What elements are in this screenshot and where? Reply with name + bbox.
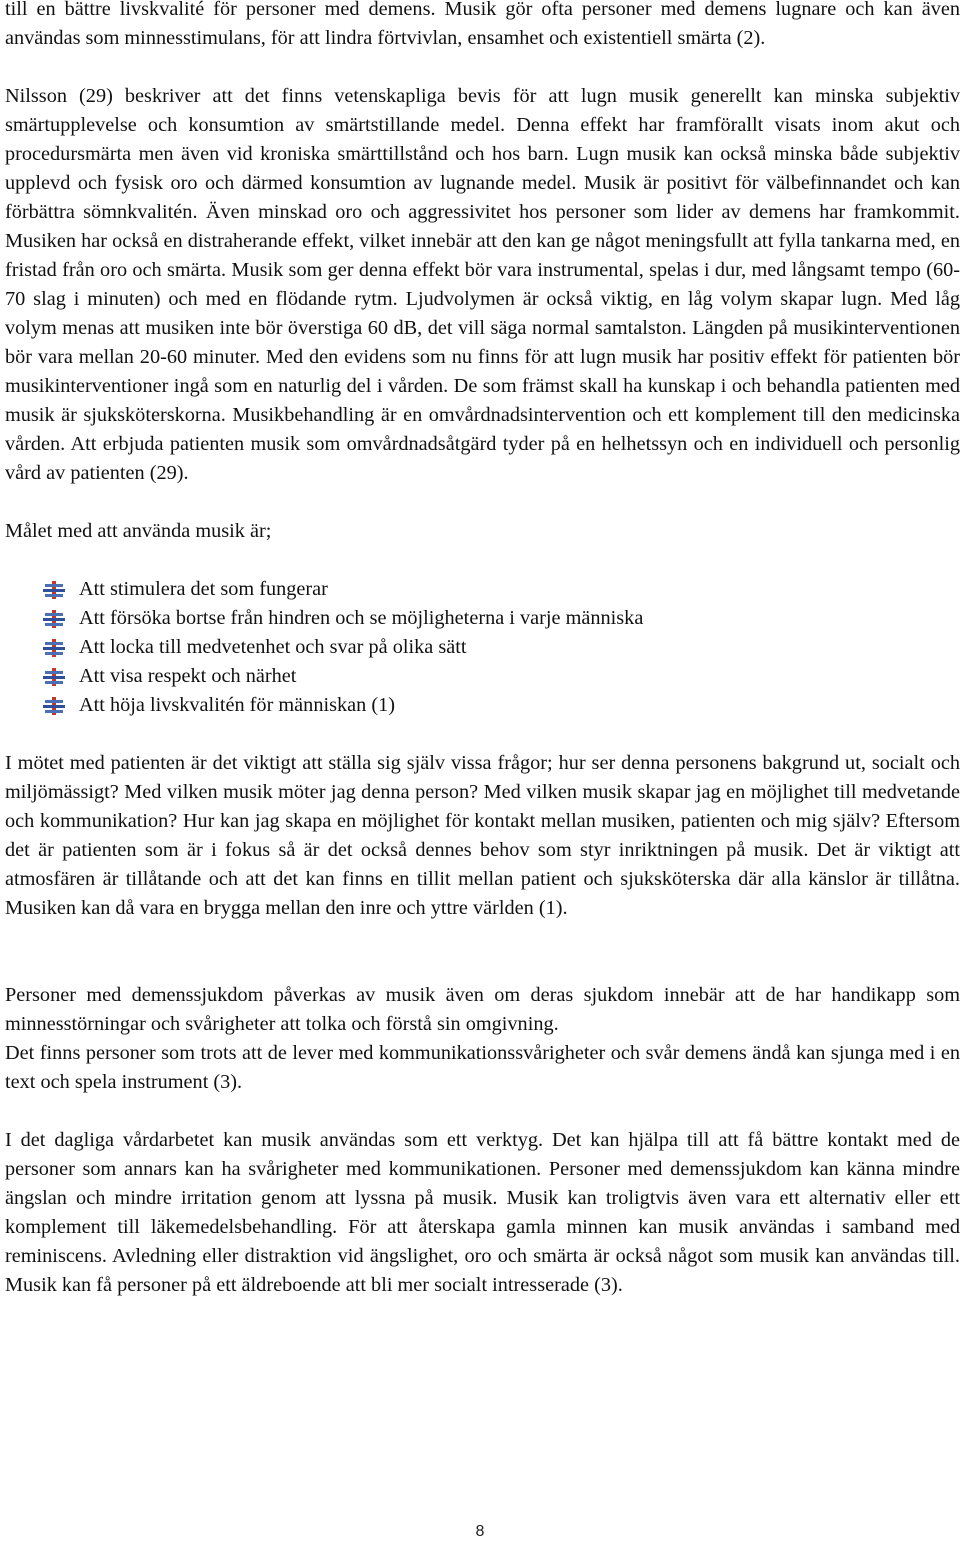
paragraph-meeting-patient: I mötet med patienten är det viktigt att ställa sig själv vissa frågor; hur ser denna personens bakgrund ut, socialt och miljömässigt? Med vilken musik möter jag denna person? Med vilken musik skapar jag en möjlighet till medvetande och kommunikation? Hur kan jag skapa en möjlighet för kontakt mellan musiken, patienten och mig själv? Eftersom det är patienten som är i fokus så är det också dennes behov som styr inriktningen på musik. Det är viktigt att atmosfären är tillåtande och att det kan finns en tillit mellan patient och sjuksköterska där alla känslor är tillåtna. Musiken kan då vara en brygga mellan den inre och yttre världen (1). [5, 752, 960, 919]
paragraph-intro-continuation: till en bättre livskvalité för personer med demens. Musik gör ofta personer med demens lugnare och kan även användas som minnesstimulans, för att lindra förtvivlan, ensamhet och existentiell smärta (2). [5, 0, 960, 49]
arrow-down-bullet-icon [43, 581, 65, 599]
document-page [5, 0, 960, 1300]
arrow-down-bullet-icon [43, 697, 65, 715]
page-number: 8 [475, 1523, 485, 1540]
list-item [5, 662, 960, 691]
list-item [5, 691, 960, 720]
paragraph-nilsson: Nilsson (29) beskriver att det finns vetenskapliga bevis för att lugn musik generellt kan minska subjektiv smärtupplevelse och konsumtion av smärtstillande medel. Denna effekt har framförallt visats inom akut och procedursmärta men även vid kroniska smärttillstånd och hos barn. Lugn musik kan också minska både subjektiv upplevd och fysisk oro och därmed konsumtion av lugnande medel. Musik är positivt för välbefinnandet och kan förbättra sömnkvalitén. Även minskad oro och aggressivitet hos personer som lider av demens har framkommit. Musiken har också en distraherande effekt, vilket innebär att den kan ge något meningsfullt att fylla tankarna med, en fristad från oro och smärta. Musik som ger denna effekt bör vara instrumental, spelas i dur, med långsamt tempo (60-70 slag i minuten) och med en flödande rytm. Ljudvolymen är också viktig, en låg volym skapar lugn. Med låg volym menas att musiken inte bör överstiga 60 dB, det vill säga normal samtalston. Längden på musikinterventionen bör vara mellan 20-60 minuter. Med den evidens som nu finns för att lugn musik har positiv effekt för patienten bör musikinterventioner ingå som en naturlig del i vården. De som främst skall ha kunskap i och behandla patienten med musik är sjuksköterskorna. Musikbehandling är en omvårdnadsintervention och ett komplement till den medicinska vården. Att erbjuda patienten musik som omvårdnadsåtgärd tyder på en helhetssyn och en individuell och personlig vård av patienten (29). [5, 85, 960, 484]
list-item-text: Att locka till medvetenhet och svar på olika sätt [79, 636, 467, 658]
arrow-down-bullet-icon [43, 610, 65, 628]
list-item-text: Att försöka bortse från hindren och se möjligheterna i varje människa [79, 607, 644, 629]
list-item-text: Att stimulera det som fungerar [79, 578, 328, 600]
arrow-down-bullet-icon [43, 668, 65, 686]
paragraph-daily-care: I det dagliga vårdarbetet kan musik användas som ett verktyg. Det kan hjälpa till att få bättre kontakt med de personer som annars kan ha svårigheter med kommunikationen. Personer med demenssjukdom kan känna mindre ängslan och mindre irritation genom att lyssna på musik. Musik kan troligtvis även vara ett alternativ eller ett komplement till läkemedelsbehandling. För att återskapa gamla minnen kan musik användas i samband med reminiscens. Avledning eller distraktion vid ängslighet, oro och smärta är också något som musik kan användas till. Musik kan få personer på ett äldreboende att bli mer socialt intresserade (3). [5, 1129, 960, 1296]
paragraph-communication-difficulties: Det finns personer som trots att de lever med kommunikationssvårigheter och svår demens ändå kan sjunga med i en text och spela instrument (3). [5, 1042, 960, 1093]
paragraph-dementia-music: Personer med demenssjukdom påverkas av musik även om deras sjukdom innebär att de har handikapp som minnesstörningar och svårigheter att tolka och förstå sin omgivning. [5, 984, 960, 1035]
goal-list [5, 575, 960, 720]
paragraph-goal-heading: Målet med att använda musik är; [5, 520, 272, 542]
list-item [5, 575, 960, 604]
list-item-text: Att visa respekt och närhet [79, 665, 297, 687]
list-item [5, 604, 960, 633]
list-item-text: Att höja livskvalitén för människan (1) [79, 694, 395, 716]
arrow-down-bullet-icon [43, 639, 65, 657]
list-item [5, 633, 960, 662]
